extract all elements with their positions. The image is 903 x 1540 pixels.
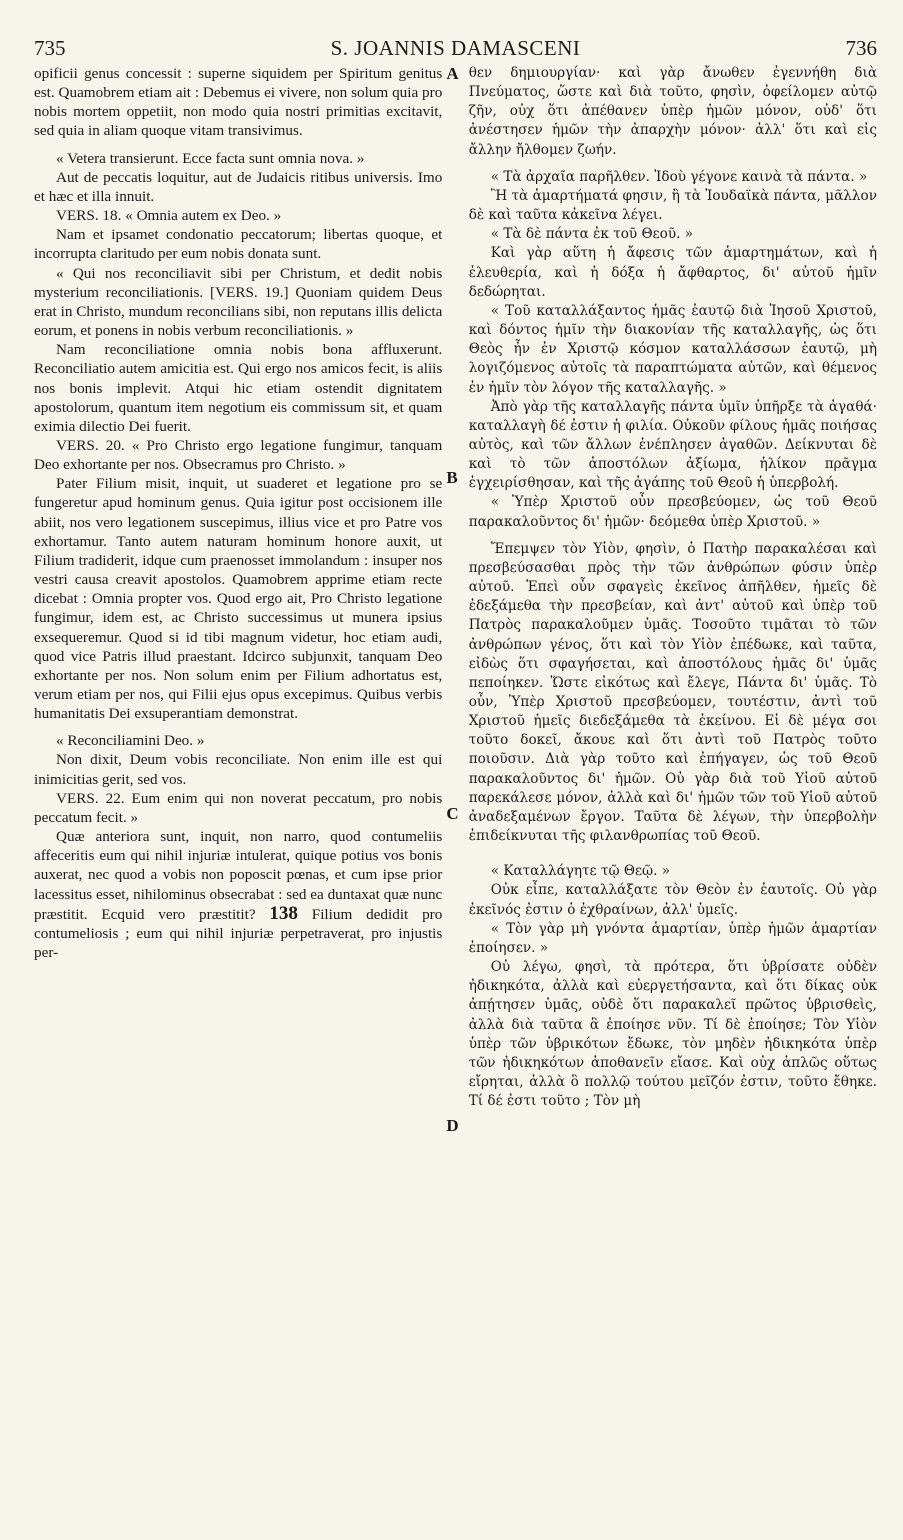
latin-paragraph: opificii genus concessit : superne siquidem per Spiritum genitus est. Quamobrem etiam ait : Debemus ei vivere, non solum quia pro nobis mortem oppetiit, non modo quia nostri primitias excitavit, sed quia in aliam quoque vitam transivimus. — [34, 65, 443, 140]
latin-paragraph: Pater Filium misit, inquit, ut suaderet et legatione pro se fungeretur apud hominum genus. Quia igitur post occisionem ille abiit, nos vero legationem suscepimus, illius vice et pro Patre vos exhortamur. Tanto autem naturam hominum honore auxit, ut Filium tradiderit, idque cum praenosset immolandum : insuper nos vestri causa creavit apostolos. Quamobrem apprime etiam recte dicebat : Omnia propter vos. Quod ergo ait, Pro Christo legatione fungimur, idem est, ac Christo successimus ut munera ipsius exsequeremur. Quod si id tibi magnum videtur, hoc etiam audi, quod vice Patris illud praestant. Idcirco subjunxit, tanquam Deo exhortante per nos. Non solum enim per Filium adhortatus est, verum etiam per nos, qui Filii ejus opus excepimus. Quibus verbis humanitatis Dei exsuperantiam demonstrat. — [34, 475, 443, 723]
running-title: S. JOANNIS DAMASCENI — [330, 36, 581, 60]
latin-verse-ref: VERS. 20. « Pro Christo ergo legatione fungimur, tanquam Deo exhortante per nos. Obsecramus pro Christo. » — [34, 436, 443, 474]
margin-marker-a: A — [446, 64, 459, 83]
latin-paragraph: « Qui nos reconciliavit sibi per Christum, et dedit nobis mysterium reconciliationis. [VERS. 19.] Quoniam quidem Deus erat in Christo, mundum reconcilians sibi, non reputans illis delicta eorum, et ponens in nobis verbum reconciliationis. » — [34, 264, 443, 340]
latin-verse-ref: VERS. 18. « Omnia autem ex Deo. » — [56, 207, 282, 225]
margin-marker-c: C — [446, 804, 459, 823]
left-column-number: 735 — [34, 36, 66, 60]
margin-gutter — [442, 64, 468, 1135]
column-marker-number: 138 — [269, 902, 298, 924]
greek-paragraph: « Τοῦ καταλλάξαντος ἡμᾶς ἑαυτῷ διὰ Ἰησοῦ Χριστοῦ, καὶ δόντος ἡμῖν τὴν διακονίαν τῆς καταλλαγῆς, ὡς ὅτι Θεὸς ἦν ἐν Χριστῷ κόσμον καταλλάσσων ἑαυτῷ, μὴ λογιζόμενος αὐτοῖς τὰ παραπτώματα αὐτῶν, καὶ θέμενος ἐν ἡμῖν τὸν λόγον τῆς καταλλαγῆς. » — [468, 302, 877, 396]
page-header — [34, 30, 877, 64]
latin-paragraph — [34, 827, 442, 962]
greek-paragraph: θεν δημιουργίαν· καὶ γὰρ ἄνωθεν ἐγεννήθη διὰ Πνεύματος, ὥστε καὶ διὰ τοῦτο, φησὶν, ὀφείλομεν αὐτῷ ζῆν, οὐχ ὅτι ἀπέθανεν ὑπὲρ ἡμῶν μόνον, οὐδ' ὅτι ἀνέστησεν ἡμῶν τὴν ἀπαρχὴν μόνον· ἀλλ' ὅτι καὶ εἰς ἄλλην ἤλθομεν ζωήν. — [468, 65, 877, 158]
greek-paragraph: « Καταλλάγητε τῷ Θεῷ. » — [490, 863, 671, 880]
two-column-body — [34, 64, 877, 1135]
latin-verse-ref: VERS. 22. Eum enim qui non noverat peccatum, pro nobis peccatum fecit. » — [34, 789, 443, 826]
latin-paragraph: Nam et ipsamet condonatio peccatorum; libertas quoque, et incorrupta claritudo per eum nobis donata sunt. — [34, 226, 443, 263]
margin-marker-b: B — [446, 468, 458, 487]
greek-paragraph: « Ὑπὲρ Χριστοῦ οὖν πρεσβεύομεν, ὡς τοῦ Θεοῦ παρακαλοῦντος δι' ἡμῶν· δεόμεθα ὑπὲρ Χριστοῦ. » — [468, 494, 877, 530]
greek-paragraph: « Τὰ ἀρχαῖα παρῆλθεν. Ἰδοὺ γέγονε καινὰ τὰ πάντα. » — [490, 168, 868, 185]
margin-marker-d: D — [446, 1116, 459, 1135]
latin-paragraph: Nam reconciliatione omnia nobis bona affluxerunt. Reconciliatio autem amicitia est. Qui ergo nos amicos fecit, is aliis nos bonis implevit. Atqui hic etiam ostendit dignitatem apostolorum, quantum item negotium eis commissum sit, et quam eximia dilectio Dei fuerit. — [34, 341, 443, 435]
latin-paragraph: Aut de peccatis loquitur, aut de Judaicis ritibus universis. Imo et hæc et illa innuit. — [34, 168, 443, 205]
latin-paragraph: Non dixit, Deum vobis reconciliate. Non enim ille est qui inimicitias gerit, sed vos. — [34, 751, 443, 788]
greek-paragraph: Οὐ λέγω, φησὶ, τὰ πρότερα, ὅτι ὑβρίσατε οὐδὲν ἠδικηκότα, ἀλλὰ καὶ εὐεργετήσαντα, καὶ ὅτι δίκας οὐκ ἀπῄτησεν ὑμᾶς, οὐδὲ ὅτι παρακαλεῖ πρῶτος ὑβρισθεὶς, ἀλλὰ διὰ ταῦτα ἃ ἐποίησε νῦν. Τί δὲ ἐποίησε; Τὸν Υἱὸν ὑπὲρ τῶν ὑβρικότων ἔδωκε, τὸν μηδὲν ἠδικηκότα ὑπὲρ τῶν ἠδικηκότων ἀποθανεῖν εἴασε. Καὶ οὐχ ἁπλῶς οὕτως εἴρηται, ἀλλὰ ὃ πολλῷ τούτου μεῖζόν ἐστιν, τοῦτο ἔθηκε. Τί δέ ἐστι τοῦτο ; Τὸν μὴ — [468, 959, 877, 1110]
latin-text: Filium dedidit pro contumeliosis ; eum qui nihil injuriæ perpetraverat, pro injustis per- — [34, 905, 443, 962]
greek-paragraph: Οὐκ εἶπε, καταλλάξατε τὸν Θεὸν ἐν ἑαυτοῖς. Οὐ γὰρ ἐκεῖνός ἐστιν ὁ ἐχθραίνων, ἀλλ' ὑμεῖς. — [468, 882, 877, 918]
greek-paragraph: Ἔπεμψεν τὸν Υἱὸν, φησὶν, ὁ Πατὴρ παρακαλέσαι καὶ πρεσβεύσασθαι πρὸς τὴν τῶν ἀνθρώπων φύσιν ὑπὲρ αὐτοῦ. Ἐπεὶ οὖν σφαγεὶς ἐκεῖνος ἀπῆλθεν, ἡμεῖς δὲ ἐδεξάμεθα τὴν πρεσβείαν, καὶ ἀντ' αὐτοῦ καὶ ὑπὲρ τοῦ Πατρὸς παρακαλοῦμεν ὑμᾶς. Τοσοῦτο τιμᾶται τὸ τῶν ἀνθρώπων γένος, ὅτι καὶ τὸν Υἱὸν ἐπέδωκε, καὶ ταῦτα, εἰδὼς ὅτι σφαγήσεται, καὶ ἀποστόλους ἡμᾶς δι' ὑμᾶς πεποίηκεν. Ὥστε εἰκότως καὶ ἔλεγε, Πάντα δι' ὑμᾶς. Τὸ οὖν, Ὑπὲρ Χριστοῦ πρεσβεύομεν, τουτέστιν, ἀντὶ τοῦ Χριστοῦ ἡμεῖς διεδεξάμεθα τὰ ἐκείνου. Εἰ δὲ μέγα σοι τοῦτο δοκεῖ, ἄκουε καὶ ὅτι ἀντὶ τοῦ Πατρὸς τοῦτο ποιοῦσιν. Διὰ γὰρ τοῦτο καὶ ἐπήγαγεν, ὡς τοῦ Θεοῦ παρακαλοῦντος δι' ἡμῶν. Οὐ γὰρ διὰ τοῦ Υἱοῦ αὐτοῦ παρεκάλεσε μόνον, ἀλλὰ καὶ δι' ἡμῶν τῶν τοῦ Υἱοῦ αὐτοῦ ἀναδεξαμένων ἔργον. Ταῦτα δὲ λέγων, τὴν ὑπερβολὴν ἐπιδείκνυται τῆς φιλανθρωπίας τοῦ Θεοῦ. — [468, 540, 877, 845]
latin-paragraph: « Vetera transierunt. Ecce facta sunt omnia nova. » — [56, 149, 365, 167]
greek-paragraph: « Τὰ δὲ πάντα ἐκ τοῦ Θεοῦ. » — [490, 226, 694, 243]
greek-paragraph: Ἀπὸ γὰρ τῆς καταλλαγῆς πάντα ὑμῖν ὑπῆρξε τὰ ἀγαθά· καταλλαγὴ δέ ἐστιν ἡ φιλία. Οὐκοῦν φίλους ἡμᾶς ποιήσας αὐτὸς, καὶ τῶν ἄλλων ἐνέπλησεν ἀγαθῶν. Δείκνυται δὲ καὶ τὸ τῶν ἀποστόλων ἀξίωμα, ἡλίκον πρᾶγμα ἐγχειρίσθησαν, καὶ τῆς ἀγάπης τοῦ Θεοῦ ἡ ὑπερβολή. — [468, 398, 877, 492]
greek-column — [469, 64, 877, 1111]
latin-text: Quæ anteriora sunt, inquit, non narro, quod contumeliis affeceritis eum qui nihil injuriæ intulerat, quique potius vos bonis auxerat, nec quod a vobis non poposcit pœnas, et cum ipse prior lacessitus esset, nihilominus obsecrabat : sed ea duntaxat quæ nunc præstitit. Ecquid vero præstitit? — [34, 828, 443, 923]
latin-paragraph: « Reconciliamini Deo. » — [56, 732, 205, 750]
greek-paragraph: « Τὸν γὰρ μὴ γνόντα ἁμαρτίαν, ὑπὲρ ἡμῶν ἁμαρτίαν ἐποίησεν. » — [468, 920, 877, 956]
latin-column — [34, 64, 442, 1111]
greek-paragraph: Καὶ γὰρ αὕτη ἡ ἄφεσις τῶν ἁμαρτημάτων, καὶ ἡ ἐλευθερία, καὶ ἡ δόξα ἡ ἄφθαρτος, δι' αὐτοῦ ἡμῖν δεδώρηται. — [468, 245, 877, 300]
greek-paragraph: Ἢ τὰ ἁμαρτήματά φησιν, ἢ τὰ Ἰουδαϊκὰ πάντα, μᾶλλον δὲ καὶ ταῦτα κἀκεῖνα λέγει. — [468, 187, 877, 224]
right-column-number: 736 — [845, 36, 877, 60]
